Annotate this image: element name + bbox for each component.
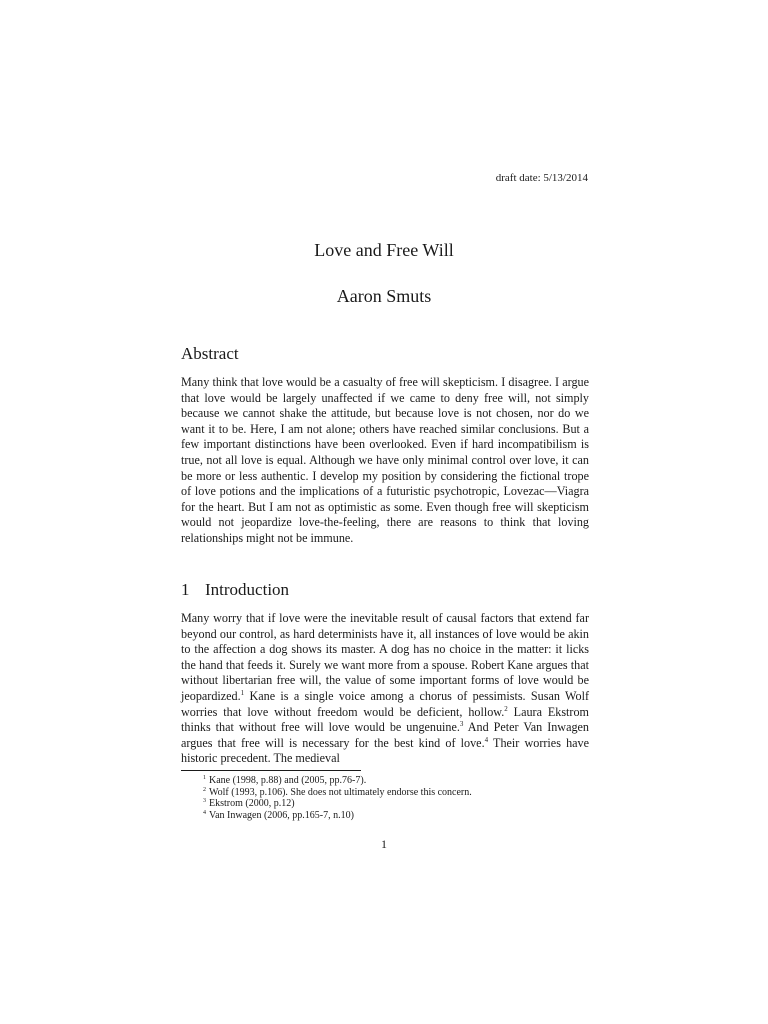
section-number: 1 xyxy=(181,580,190,599)
paper-title: Love and Free Will xyxy=(314,240,454,260)
paper-author: Aaron Smuts xyxy=(336,286,432,306)
footnote-divider xyxy=(181,770,361,771)
intro-text-segment: Their worries have historic precedent. The medieval xyxy=(181,735,589,766)
footnote-text: Van Inwagen (2006, pp.165-7, n.10) xyxy=(209,809,354,821)
abstract-paragraph: Many think that love would be a casualty of free will skepticism. I disagree. I argue that love would be largely unaffected if we came to deny free will, not simply because we cannot shake the attitude, but because love is not chosen, nor do we want it to be. Here, I am not alone; others have reached similar conclusions. But a few important distinctions have been overlooked. Even if hard incompatibilism is true, not all love is equal. Although we have only minimal control over love, it can be more or less authentic. I develop my position by considering the fictional trope of love potions and the implications of a futuristic psychotropic, Lovezac—Viagra for the heart. But I am not as optimistic as some. Even though free will skepticism would not jeopardize love-the-feeling, there are reasons to think that loving relationships might not be immune. xyxy=(181,375,589,545)
footnotes-list xyxy=(203,775,603,821)
introduction-paragraph xyxy=(181,611,589,767)
abstract-heading: Abstract xyxy=(181,344,239,363)
footnote-mark: 4 xyxy=(203,809,206,816)
footnote-ref[interactable]: 2 xyxy=(504,704,508,713)
intro-text-segment: Kane is a single voice among a chorus of pessimists. Susan Wolf worries that love without freedom would be deficient, hollow. xyxy=(181,688,589,719)
footnote-text: Kane (1998, p.88) and (2005, pp.76-7). xyxy=(209,775,367,786)
footnote-item xyxy=(203,775,603,787)
intro-text-segment: Laura Ekstrom thinks that without free will love would be ungenuine. xyxy=(181,704,589,735)
footnote-ref[interactable]: 3 xyxy=(459,720,464,729)
footnote-text: Wolf (1993, p.106). She does not ultimately endorse this concern. xyxy=(209,786,472,798)
footnote-mark: 1 xyxy=(203,775,206,781)
footnote-text: Ekstrom (2000, p.12) xyxy=(209,798,295,809)
intro-text-segment: Many worry that if love were the inevitable result of causal factors that extend far beyond our control, as hard determinists have it, all instances of love would be akin to the affection a dog shows its master. A dog has no choice in the matter: it licks the hand that feeds it. Surely we want more from a spouse. Robert Kane argues that without libertarian free will, the value of some important forms of love would be jeopardized. xyxy=(181,611,589,703)
introduction-heading xyxy=(181,580,289,600)
footnote-ref[interactable]: 4 xyxy=(484,735,489,744)
footnote-mark: 3 xyxy=(203,798,206,804)
footnote-item xyxy=(203,798,603,810)
section-title: Introduction xyxy=(205,580,290,599)
footnote-item xyxy=(203,810,603,822)
intro-text-segment: And Peter Van Inwagen argues that free will is necessary for the best kind of love. xyxy=(181,720,589,750)
draft-date: draft date: 5/13/2014 xyxy=(495,172,588,184)
footnote-item xyxy=(203,787,603,799)
page-number: 1 xyxy=(381,837,387,851)
footnote-mark: 2 xyxy=(203,786,206,793)
footnote-ref[interactable]: 1 xyxy=(240,688,245,697)
